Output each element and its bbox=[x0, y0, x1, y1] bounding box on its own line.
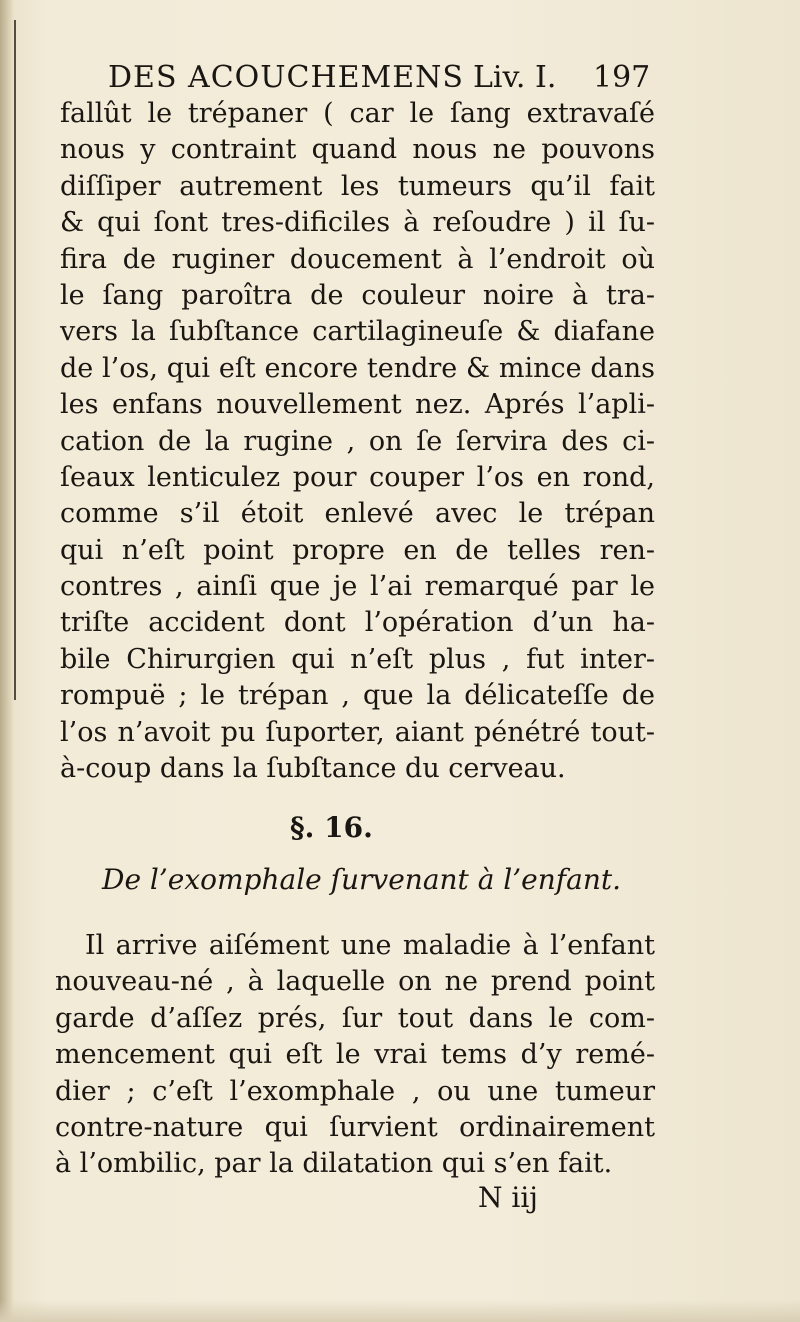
text-line: à l’ombilic, par la dilatation qui s’en fait. bbox=[55, 1148, 613, 1180]
binding-line bbox=[14, 20, 16, 700]
page-bottom-edge-shadow bbox=[0, 1300, 800, 1322]
text-line: bile Chirurgien qui n’eſt plus , fut inter- bbox=[60, 643, 655, 675]
text-line: mencement qui eſt le vrai tems d’y remé- bbox=[55, 1039, 655, 1071]
text-line: comme s’il étoit enlevé avec le trépan bbox=[60, 498, 655, 530]
page-number: 197 bbox=[593, 60, 651, 95]
paragraph-continued bbox=[60, 96, 655, 787]
book-number: Liv. I. bbox=[473, 60, 557, 95]
text-line: vers la ſubſtance cartilagineuſe & diafane bbox=[60, 316, 655, 348]
running-title: DES ACOUCHEMENS bbox=[108, 60, 464, 95]
text-line: rompuë ; le trépan , que la délicateſſe de bbox=[60, 680, 655, 712]
running-header bbox=[108, 58, 658, 98]
section-number: §. 16. bbox=[290, 811, 373, 844]
text-line: les enfans nouvellement nez. Aprés l’apli- bbox=[60, 389, 655, 421]
text-line: & qui ſont tres-dificiles à reſoudre ) il ſu- bbox=[60, 207, 655, 239]
text-line: de l’os, qui eſt encore tendre & mince dans bbox=[60, 352, 655, 384]
text-line: contres , ainſi que je l’ai remarqué par le bbox=[60, 571, 655, 603]
text-line: ſeaux lenticulez pour couper l’os en rond, bbox=[60, 461, 655, 493]
paragraph-exomphale bbox=[55, 928, 655, 1183]
text-line: contre-nature qui ſurvient ordinairement bbox=[55, 1111, 655, 1143]
text-line: l’os n’avoit pu ſuporter, aiant pénétré tout- bbox=[60, 716, 655, 748]
text-line: garde d’aſſez prés, ſur tout dans le com- bbox=[55, 1002, 655, 1034]
text-line: le ſang paroîtra de couleur noire à tra- bbox=[60, 279, 655, 311]
text-line: Il arrive aiſément une maladie à l’enfant bbox=[85, 930, 655, 961]
signature-mark: N iij bbox=[478, 1181, 538, 1214]
text-line: nous y contraint quand nous ne pouvons bbox=[60, 134, 655, 166]
text-line: à-coup dans la ſubſtance du cerveau. bbox=[60, 753, 566, 785]
text-line: nouveau-né , à laquelle on ne prend point bbox=[55, 966, 655, 998]
text-line: qui n’eſt point propre en de telles ren- bbox=[60, 534, 655, 566]
section-title: De l’exomphale ſurvenant à l’enfant. bbox=[102, 863, 621, 896]
page-left-edge-shadow bbox=[0, 0, 14, 1322]
text-line: diſſiper autrement les tumeurs qu’il fait bbox=[60, 170, 655, 202]
text-line: triſte accident dont l’opération d’un ha- bbox=[60, 607, 655, 639]
text-line: fallût le trépaner ( car le ſang extravaſé bbox=[60, 98, 655, 129]
text-line: dier ; c’eſt l’exomphale , ou une tumeur bbox=[55, 1075, 655, 1107]
text-line: cation de la rugine , on ſe ſervira des ci- bbox=[60, 425, 655, 457]
text-line: fira de ruginer doucement à l’endroit où bbox=[60, 243, 655, 275]
